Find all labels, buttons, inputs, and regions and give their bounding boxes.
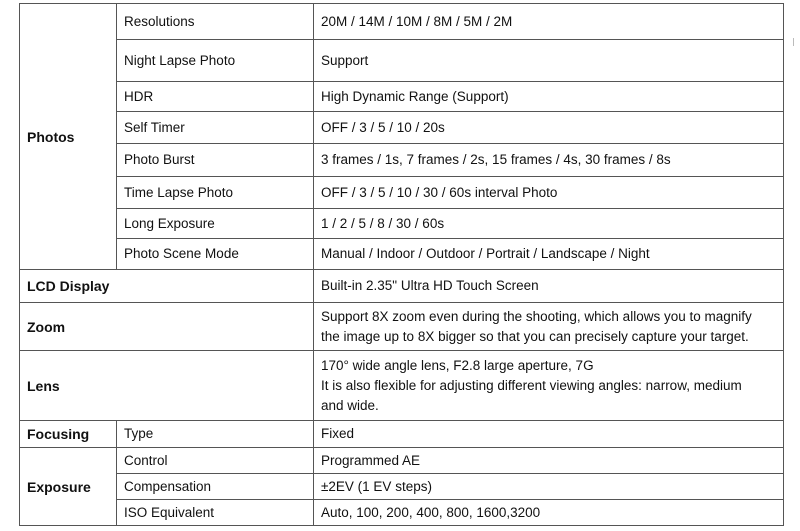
lens-line: 170° wide angle lens, F2.8 large aperture, 7G bbox=[321, 357, 594, 373]
spec-label: Night Lapse Photo bbox=[117, 40, 314, 82]
table-row bbox=[20, 270, 784, 303]
table-row bbox=[20, 82, 784, 112]
spec-label: Self Timer bbox=[117, 112, 314, 144]
spec-value: Fixed bbox=[314, 421, 784, 448]
spec-label: HDR bbox=[117, 82, 314, 112]
table-row bbox=[20, 421, 784, 448]
table-row bbox=[20, 474, 784, 500]
spec-label: Type bbox=[117, 421, 314, 448]
table-row bbox=[20, 448, 784, 474]
spec-table bbox=[19, 3, 784, 526]
table-row bbox=[20, 40, 784, 82]
spec-value: High Dynamic Range (Support) bbox=[314, 82, 784, 112]
spec-label: Resolutions bbox=[117, 4, 314, 40]
spec-label: ISO Equivalent bbox=[117, 500, 314, 526]
table-row bbox=[20, 144, 784, 177]
spec-value: ±2EV (1 EV steps) bbox=[314, 474, 784, 500]
zoom-line: the image up to 8X bigger so that you can precisely capture your target. bbox=[321, 328, 749, 344]
spec-value: Auto, 100, 200, 400, 800, 1600,3200 bbox=[314, 500, 784, 526]
spec-label: Control bbox=[117, 448, 314, 474]
category-lcd-display: LCD Display bbox=[20, 270, 314, 303]
category-exposure: Exposure bbox=[20, 448, 117, 526]
spec-label: Photo Scene Mode bbox=[117, 239, 314, 270]
table-row bbox=[20, 239, 784, 270]
table-row bbox=[20, 209, 784, 239]
spec-value: OFF / 3 / 5 / 10 / 30 / 60s interval Photo bbox=[314, 177, 784, 209]
spec-value: Manual / Indoor / Outdoor / Portrait / Landscape / Night bbox=[314, 239, 784, 270]
spec-label: Compensation bbox=[117, 474, 314, 500]
category-lens: Lens bbox=[20, 351, 314, 421]
edge-mark bbox=[793, 38, 800, 46]
table-row bbox=[20, 303, 784, 351]
spec-value-lens bbox=[314, 351, 784, 421]
spec-value: Built-in 2.35" Ultra HD Touch Screen bbox=[314, 270, 784, 303]
spec-label: Long Exposure bbox=[117, 209, 314, 239]
category-focusing: Focusing bbox=[20, 421, 117, 448]
category-photos: Photos bbox=[20, 4, 117, 270]
table-row bbox=[20, 4, 784, 40]
lens-line: and wide. bbox=[321, 397, 379, 413]
spec-value-zoom bbox=[314, 303, 784, 351]
spec-label: Time Lapse Photo bbox=[117, 177, 314, 209]
spec-value: 20M / 14M / 10M / 8M / 5M / 2M bbox=[314, 4, 784, 40]
table-row bbox=[20, 500, 784, 526]
spec-value: Support bbox=[314, 40, 784, 82]
lens-line: It is also flexible for adjusting different viewing angles: narrow, medium bbox=[321, 377, 742, 393]
spec-value: 3 frames / 1s, 7 frames / 2s, 15 frames / 4s, 30 frames / 8s bbox=[314, 144, 784, 177]
spec-value: OFF / 3 / 5 / 10 / 20s bbox=[314, 112, 784, 144]
spec-value: 1 / 2 / 5 / 8 / 30 / 60s bbox=[314, 209, 784, 239]
category-zoom: Zoom bbox=[20, 303, 314, 351]
table-row bbox=[20, 112, 784, 144]
table-row bbox=[20, 351, 784, 421]
spec-label: Photo Burst bbox=[117, 144, 314, 177]
table-row bbox=[20, 177, 784, 209]
spec-value: Programmed AE bbox=[314, 448, 784, 474]
zoom-line: Support 8X zoom even during the shooting, which allows you to magnify bbox=[321, 308, 752, 324]
